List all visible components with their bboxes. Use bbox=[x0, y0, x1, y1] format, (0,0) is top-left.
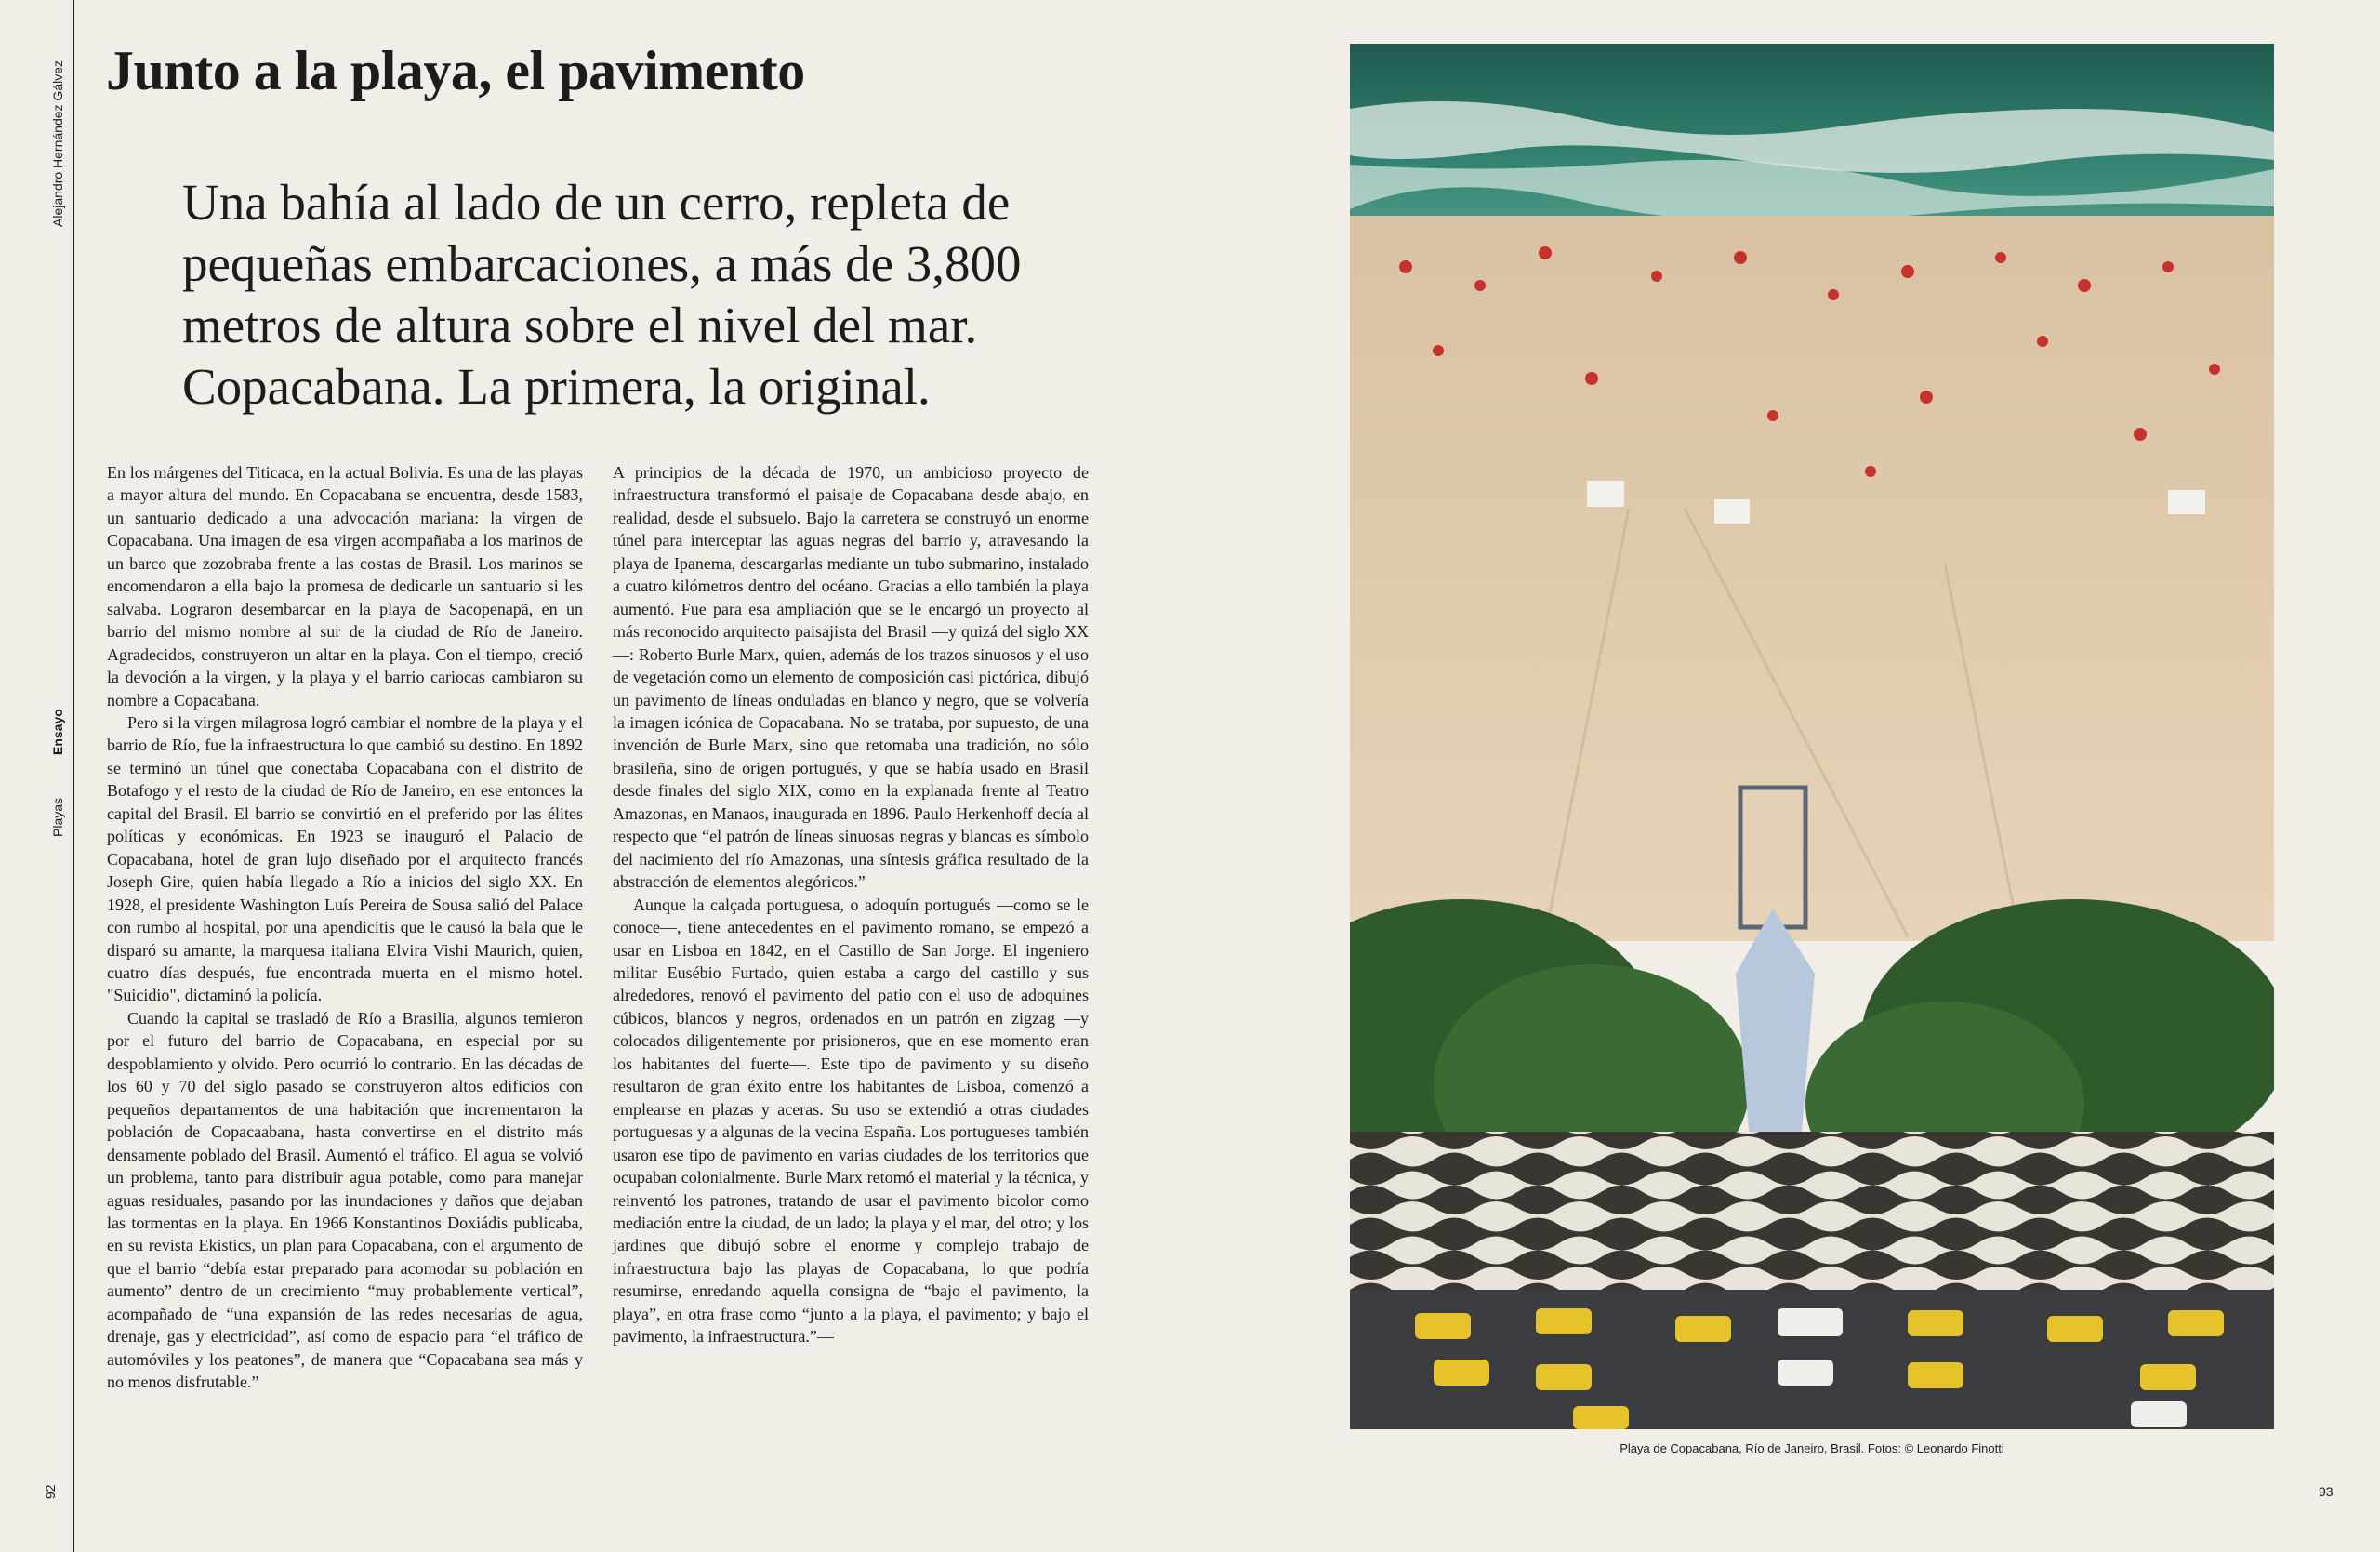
margin-rule bbox=[73, 0, 74, 1552]
body-column-2 bbox=[613, 461, 1089, 1348]
page-number-left: 92 bbox=[43, 1484, 58, 1499]
body-column-1 bbox=[107, 461, 583, 1394]
article-title: Junto a la playa, el pavimento bbox=[106, 40, 805, 101]
paragraph: En los márgenes del Titicaca, en la actual Bolivia. Es una de las playas a mayor altura del mundo. En Copacabana se encuentra, desde 1583, un santuario dedicado a una advocación mariana: la virgen de Copacabana. Una imagen de esa virgen acompañaba a los marinos de un barco que zozobraba frente a las costas de Brasil. Los marinos se encomendaron a ella bajo la promesa de dedicarle un santuario si les salvaba. Lograron desembarcar en la playa de Sacopenapã, en un barrio del mismo nombre al sur de la ciudad de Río de Janeiro. Agradecidos, construyeron un altar en la playa. Con el tiempo, creció la devoción a la virgen, y la playa y el barrio cariocas cambiaron su nombre a Copacabana. bbox=[107, 463, 583, 710]
article-deck: Una bahía al lado de un cerro, repleta de pequeñas embarcaciones, a más de 3,800 metros de altura sobre el nivel del mar. Copacabana. La primera, la original. bbox=[182, 174, 1022, 415]
beach-photo bbox=[1350, 44, 2274, 1429]
section-label: Ensayo bbox=[50, 709, 65, 755]
photo-caption: Playa de Copacabana, Río de Janeiro, Brasil. Fotos: © Leonardo Finotti bbox=[1620, 1441, 2004, 1455]
paragraph: A principios de la década de 1970, un ambicioso proyecto de infraestructura transformó el paisaje de Copacabana desde abajo, en realidad, desde el subsuelo. Bajo la carretera se construyó un enorme túnel para interceptar las aguas negras del barrio y, atravesando la playa de Ipanema, descargarlas mediante un tubo submarino, instalado a cuatro kilómetros dentro del océano. Gracias a ello también la playa aumentó. Fue para esa ampliación que se le encargó un proyecto al más reconocido arquitecto paisajista del Brasil —y quizá del siglo XX—: Roberto Burle Marx, quien, además de los trazos sinuosos y el uso de vegetación como un elemento de composición casi pictórica, dibujó un pavimento de líneas onduladas en blanco y negro, que se volvería la imagen icónica de Copacabana. No se trataba, por supuesto, de una invención de Burle Marx, sino que retomaba una tradición, no sólo brasileña, sino de origen portugués, y que se había usado en Brasil desde finales del siglo XIX, como en la explanada frente al Teatro Amazonas, en Manaos, inaugurada en 1896. Paulo Herkenhoff decía al respecto que “el patrón de líneas sinuosas negras y blancas es símbolo del nacimiento del río Amazonas, una síntesis gráfica resultado de la abstracción de elementos alegóricos.” bbox=[613, 463, 1089, 892]
author-label: Alejandro Hernández Gálvez bbox=[50, 60, 65, 227]
page-number-right: 93 bbox=[2319, 1484, 2334, 1499]
paragraph: Pero si la virgen milagrosa logró cambiar el nombre de la playa y el barrio de Río, fue la infraestructura lo que cambió su destino. En 1892 se terminó un túnel que conectaba Copacabana con el distrito de Botafogo y el resto de la ciudad de Río de Janeiro, en ese entonces la capital del Brasil. El barrio se convirtió en el preferido por las élites políticas y económicas. En 1923 se inauguró el Palacio de Copacabana, hotel de gran lujo diseñado por el arquitecto francés Joseph Gire, quien había llegado a Río a inicios del siglo XX. En 1928, el presidente Washington Luís Pereira de Sousa salió del Palace con rumbo al hospital, por una apendicitis que le causó la bala que le disparó su amante, la marquesa italiana Elvira Vishi Maurich, quien, cuatro días después, fue encontrada muerta en el mismo hotel. "Suicidio", dictaminó la policía. bbox=[107, 712, 583, 1005]
paragraph: Aunque la calçada portuguesa, o adoquín portugués —como se le conoce—, tiene antecedentes en el pavimento romano, se empezó a usar en Lisboa en 1842, en el Castillo de San Jorge. El ingeniero militar Eusébio Furtado, quien estaba a cargo del castillo y sus alrededores, renovó el pavimento del patio con el uso de adoquines cúbicos, blancos y negros, ordenados en un patrón en zigzag —y colocados diligentemente por prisioneros, que en ese momento eran los habitantes del fuerte—. Este tipo de pavimento y su diseño resultaron de gran éxito entre los habitantes de Lisboa, comenzó a emplearse en plazas y aceras. Su uso se extendió a otras ciudades portuguesas y a algunas de la vecina España. Los portugueses también usaron ese tipo de pavimento en varias ciudades de los territorios que ocupaban colonialmente. Burle Marx retomó el material y la técnica, y reinventó los patrones, tratando de usar el pavimento bicolor como mediación entre la ciudad, de un lado; la playa y el mar, del otro; y los jardines que dibujó sobre el enorme y complejo trabajo de infraestructura bajo las playas de Copacabana, lo que podría resumirse, enredando aquella consigna de “bajo el pavimento, la playa”, en otra frase como “junto a la playa, el pavimento; y bajo el pavimento, la infraestructura.”— bbox=[613, 895, 1089, 1346]
topic-label: Playas bbox=[50, 797, 65, 837]
beach-aerial-illustration bbox=[1350, 44, 2274, 1429]
paragraph: Cuando la capital se trasladó de Río a Brasilia, algunos temieron por el futuro del barrio de Copacabana, en especial por su despoblamiento y olvido. Pero ocurrió lo contrario. En las décadas de los 60 y 70 del siglo pasado se construyeron altos edificios con pequeños departamentos de una habitación que incrementaron la población de Copacaabana, hasta convertirse en el distrito más densamente poblado del Brasil. Aumentó el tráfico. El agua se volvió un problema, tanto para distribuir agua potable, como para manejar aguas residuales, pasando por las inundaciones y daños que dejaban las tormentas en la playa. En 1966 Konstantinos Doxiádis publicaba, en su revista Ekistics, un plan para Copacabana, con el argumento de que el barrio “debía estar preparado para acomodar su población en aumento” dentro de un crecimiento “muy probablemente vertical”, acompañado de “una expansión de las redes necesarias de agua, drenaje, gas y electricidad”, así como de espacio para “el tráfico de automóviles y los peatones”, de manera que “Copacabana sea más y no menos disfrutable.” bbox=[107, 1008, 583, 1392]
